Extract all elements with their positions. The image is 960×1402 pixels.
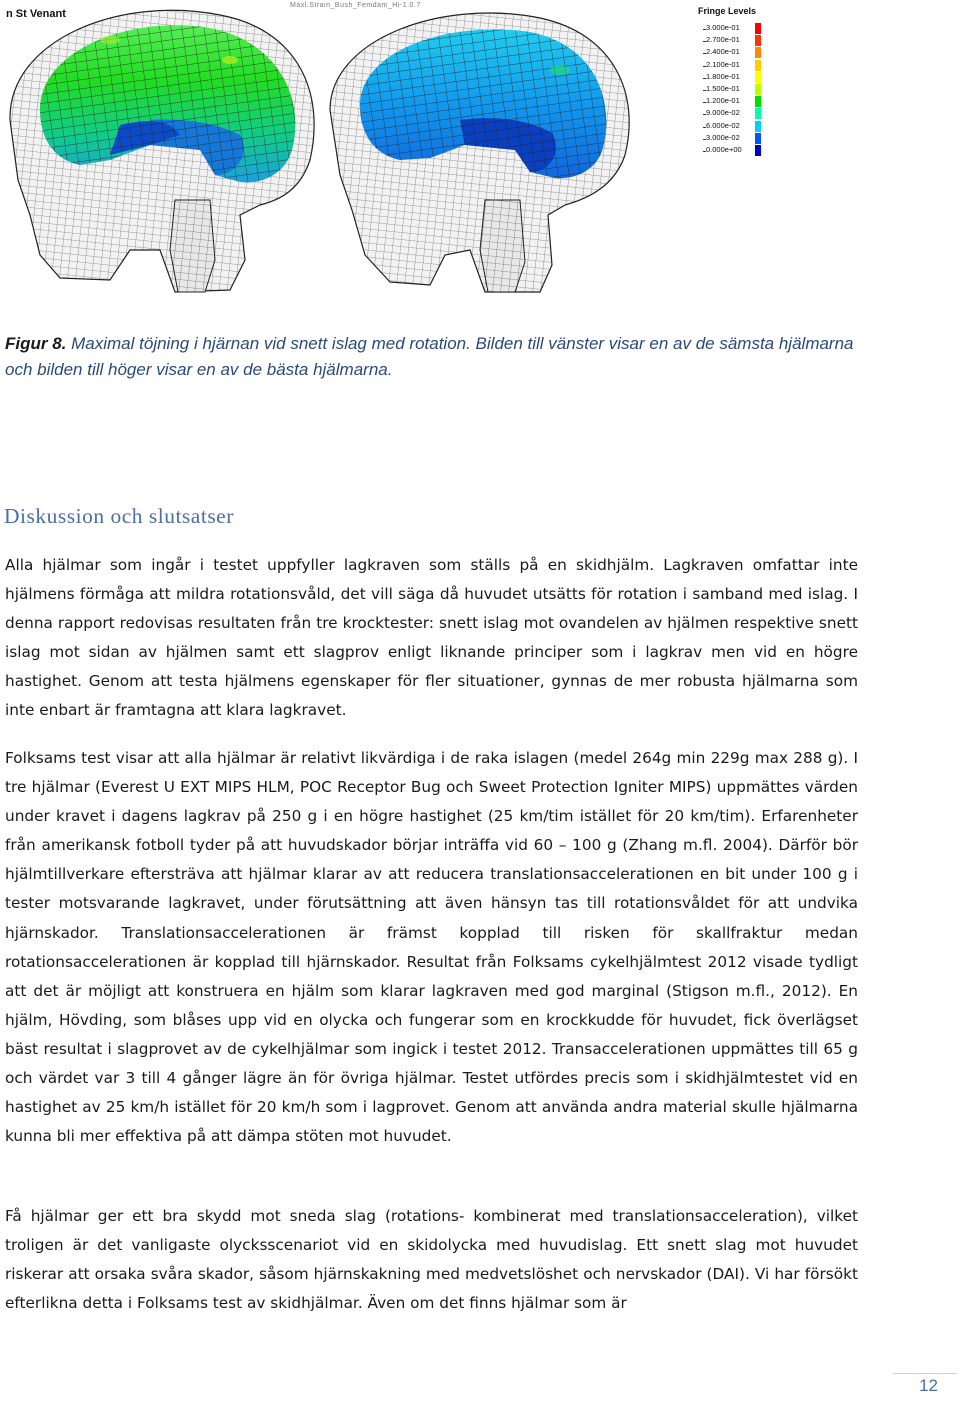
fringe-level-row	[698, 94, 768, 106]
paragraph-3: Få hjälmar ger ett bra skydd mot sneda slag (rotations- kombinerat med translationsacceleration), vilket troligen är det vanligaste olycksscenariot vid en skidolycka med huvudislag. Ett snett slag mot huvudet riskerar att orsaka svåra skador, såsom hjärnskakning med medvetslöshet och nervskador (DAI). Vi har försökt efterlikna detta i Folksams test av skidhjälmar. Även om det finns hjälmar som är	[5, 1207, 858, 1313]
left-head-model	[10, 10, 314, 292]
fringe-level-row	[698, 33, 768, 45]
figure-caption-text: Maximal töjning i hjärnan vid snett islag med rotation. Bilden till vänster visar en av de sämsta hjälmarna och bilden till höger visar en av de bästa hjälmarna.	[5, 334, 854, 379]
fringe-level-row	[698, 119, 768, 131]
strain-figure	[0, 0, 960, 300]
brain-strain-images	[0, 0, 960, 300]
figure-left-label: n St Venant	[6, 8, 66, 20]
fringe-level-label: 3.000e-02	[706, 132, 740, 142]
fringe-level-label: 2.700e-01	[706, 35, 740, 45]
paragraph-2: Folksams test visar att alla hjälmar är relativt likvärdiga i de raka islagen (medel 264g min 229g max 288 g). I tre hjälmar (Everest U EXT MIPS HLM, POC Receptor Bug och Sweet Protection Igniter MIPS) uppmättes värden under kravet i dagens lagkrav på 250 g i en högre hastighet (25 km/tim istället för 20 km/tim). Erfarenheter från amerikansk fotboll tyder på att huvudskador börjar inträffa vid 60 – 100 g (Zhang m.fl. 2004). Därför bör hjälmtillverkare eftersträva att hjälmar klarar av att reducera translationsaccelerationen en bit under 100 g i tester motsvarande lagkravet, under förutsättning att även hänsyn tas till rotationsvåldet för att undvika hjärnskador. Translationsaccelerationen är främst kopplad till risken för skallfraktur medan rotationsaccelerationen är kopplad till hjärnskador. Resultat från Folksams cykelhjälmtest 2012 visade tydligt att det är möjligt att konstruera en hjälm som klarar lagkraven med god marginal (Stigson m.fl., 2012). En hjälm, Hövding, som blåses upp vid en olycka och fungerar som en krockkudde för huvudet, fick överlägset bäst resultat i slagprovet av de cykelhjälmar som ingick i testet 2012. Transaccelerationen uppmättes till 65 g och värdet var 3 till 4 gånger lägre än för övriga hjälmar. Testet utfördes precis som i skidhjälmtestet vid en hastighet av 25 km/h istället för 20 km/h som i lagprovet. Genom att använda andra material skulle hjälmarna kunna bli mer effektiva på att dämpa stöten mot huvudet.	[5, 749, 858, 1146]
fringe-color-swatch	[755, 145, 761, 156]
fringe-level-label: 2.100e-01	[706, 59, 740, 69]
page-number: 12	[919, 1376, 938, 1395]
fringe-legend	[698, 6, 768, 155]
section-heading: Diskussion och slutsatser	[4, 504, 234, 528]
figure-caption-lead: Figur 8.	[5, 334, 67, 353]
fringe-level-row	[698, 70, 768, 82]
fringe-level-row	[698, 21, 768, 33]
paragraph-1: Alla hjälmar som ingår i testet uppfyller lagkraven som ställs på en skidhjälm. Lagkraven omfattar inte hjälmens förmåga att mildra rotationsvåld, det vill säga då huvudet utsätts för rotation i samband med islag. I denna rapport redovisas resultaten från tre krocktester: snett islag mot ovandelen av hjälmen respektive snett islag mot sidan av hjälmen samt ett slagprov enligt liknande principer som i lagkrav men vid en högre hastighet. Genom att testa hjälmens egenskaper för fler situationer, gynnas de mer robusta hjälmarna som inte enbart är framtagna att klara lagkravet.	[5, 556, 858, 720]
fringe-level-label: 9.000e-02	[706, 108, 740, 118]
fringe-level-row	[698, 106, 768, 118]
figure-caption	[5, 331, 855, 382]
figure-title-label: Maxl.Strain_Bush_Femdam_Hi-1.0.7	[290, 2, 421, 9]
fringe-level-row	[698, 82, 768, 94]
fringe-level-label: 3.000e-01	[706, 23, 740, 32]
page-number-rule	[893, 1373, 957, 1374]
fringe-level-label: 2.400e-01	[706, 47, 740, 57]
fringe-level-label: 1.200e-01	[706, 96, 740, 106]
fringe-level-label: 1.800e-01	[706, 71, 740, 81]
right-head-model	[330, 13, 629, 292]
fringe-level-label: 1.500e-01	[706, 83, 740, 93]
fringe-legend-title: Fringe Levels	[698, 6, 757, 16]
fringe-level-row	[698, 143, 768, 155]
fringe-level-row	[698, 45, 768, 57]
fringe-level-label: 0.000e+00	[706, 144, 742, 154]
fringe-level-label: 6.000e-02	[706, 120, 740, 130]
fringe-level-row	[698, 58, 768, 70]
fringe-level-row	[698, 131, 768, 143]
